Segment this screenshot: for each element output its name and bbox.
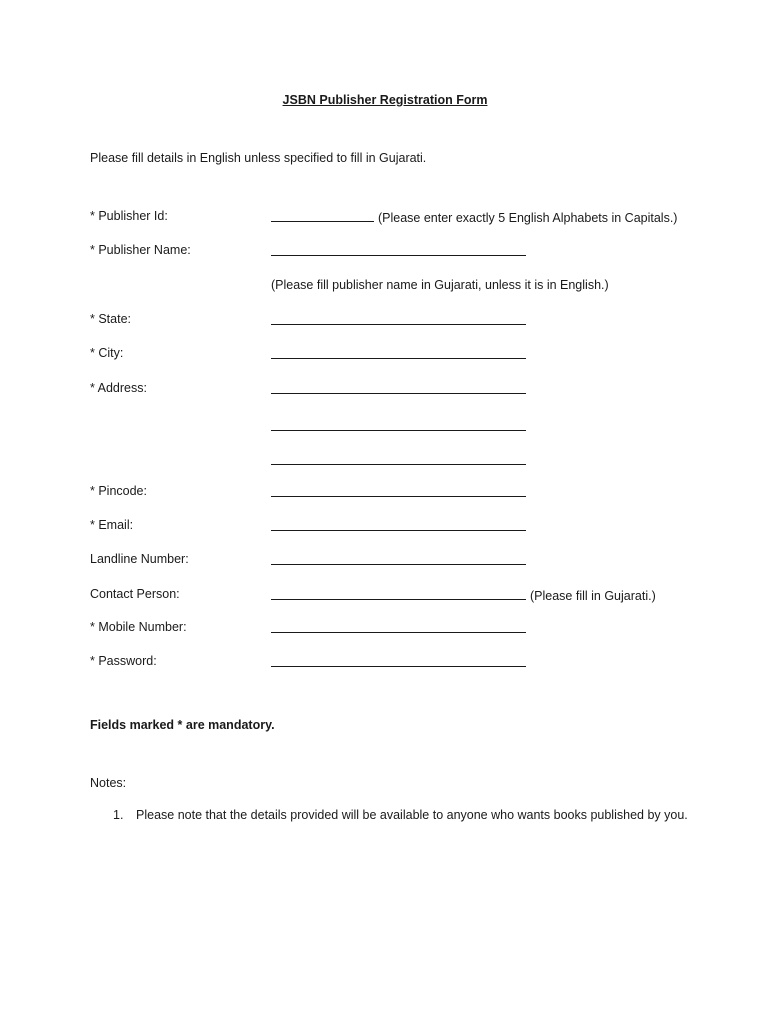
note-text: Please note that the details provided will be available to anyone who wants books published by you. <box>136 808 688 822</box>
publisher-id-hint: (Please enter exactly 5 English Alphabets in Capitals.) <box>378 211 678 225</box>
mobile-field <box>271 620 526 636</box>
pincode-field <box>271 484 526 500</box>
address-field-line-2 <box>271 418 526 434</box>
password-blank[interactable] <box>271 654 526 667</box>
field-row-publisher-id <box>90 209 730 227</box>
contact-person-label: Contact Person: <box>90 587 180 601</box>
contact-person-hint: (Please fill in Gujarati.) <box>530 589 656 603</box>
contact-person-blank[interactable] <box>271 587 526 600</box>
field-row-mobile <box>90 620 730 638</box>
publisher-name-field <box>271 243 526 259</box>
address-field-line-3 <box>271 452 526 468</box>
address-blank-1[interactable] <box>271 381 526 394</box>
field-row-state <box>90 312 730 330</box>
field-row-address-3 <box>90 452 730 470</box>
address-label: * Address: <box>90 381 147 395</box>
field-row-publisher-name <box>90 243 730 261</box>
publisher-name-note: (Please fill publisher name in Gujarati, unless it is in English.) <box>271 278 609 292</box>
form-title: JSBN Publisher Registration Form <box>282 93 488 107</box>
publisher-name-blank[interactable] <box>271 243 526 256</box>
mobile-blank[interactable] <box>271 620 526 633</box>
address-blank-3[interactable] <box>271 452 526 465</box>
address-blank-2[interactable] <box>271 418 526 431</box>
email-label: * Email: <box>90 518 134 532</box>
state-blank[interactable] <box>271 312 526 325</box>
state-field <box>271 312 526 328</box>
landline-label: Landline Number: <box>90 552 189 566</box>
city-blank[interactable] <box>271 346 526 359</box>
password-label: * Password: <box>90 654 157 668</box>
landline-field <box>271 552 526 568</box>
field-row-landline <box>90 552 730 570</box>
field-row-password <box>90 654 730 672</box>
contact-person-field <box>271 587 656 603</box>
publisher-id-blank[interactable] <box>271 209 374 222</box>
pincode-label: * Pincode: <box>90 484 147 498</box>
note-number: 1. <box>113 808 124 822</box>
notes-heading: Notes: <box>90 776 127 790</box>
mandatory-note: Fields marked * are mandatory. <box>90 718 275 732</box>
intro-text: Please fill details in English unless specified to fill in Gujarati. <box>90 151 427 165</box>
field-row-address <box>90 381 730 399</box>
publisher-id-field <box>271 209 677 225</box>
publisher-name-label: * Publisher Name: <box>90 243 191 257</box>
state-label: * State: <box>90 312 131 326</box>
email-blank[interactable] <box>271 518 526 531</box>
field-row-pincode <box>90 484 730 502</box>
mobile-label: * Mobile Number: <box>90 620 187 634</box>
field-row-city <box>90 346 730 364</box>
publisher-name-note-row <box>90 278 730 296</box>
publisher-id-label: * Publisher Id: <box>90 209 168 223</box>
field-row-address-2 <box>90 418 730 436</box>
email-field <box>271 518 526 534</box>
address-field-line-1 <box>271 381 526 397</box>
field-row-email <box>90 518 730 536</box>
password-field <box>271 654 526 670</box>
field-row-contact-person <box>90 587 730 605</box>
city-field <box>271 346 526 362</box>
pincode-blank[interactable] <box>271 484 526 497</box>
landline-blank[interactable] <box>271 552 526 565</box>
city-label: * City: <box>90 346 124 360</box>
